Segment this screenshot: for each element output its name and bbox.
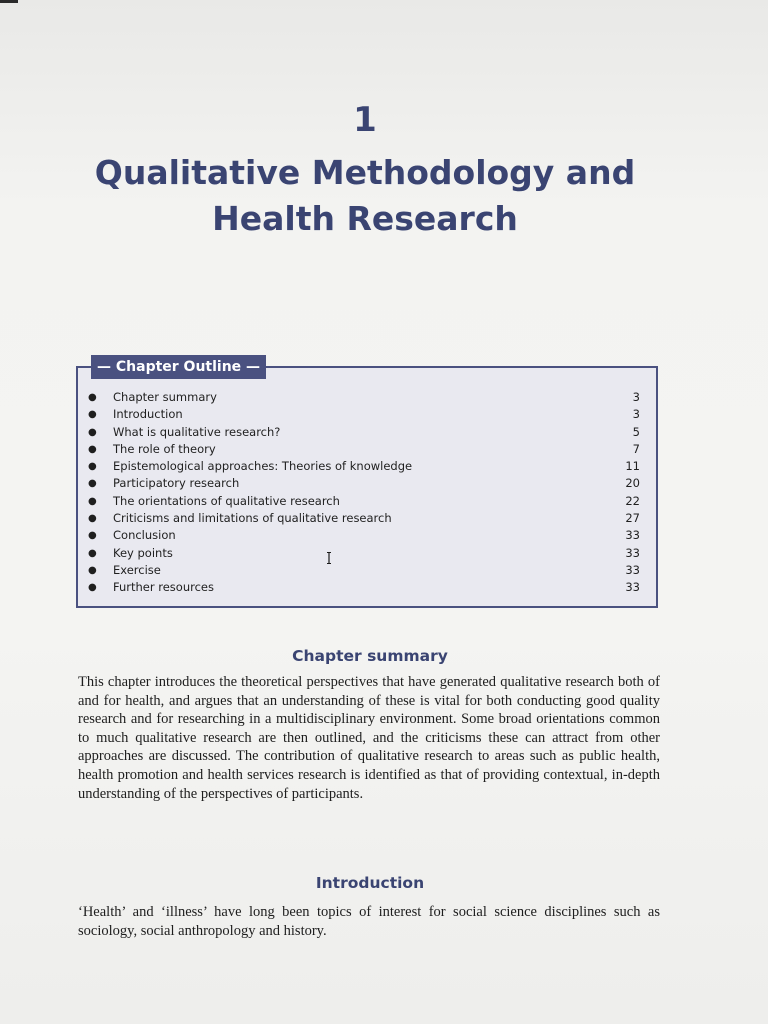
outline-item bbox=[88, 406, 640, 423]
outline-item-page: 3 bbox=[632, 390, 640, 404]
outline-item-page: 3 bbox=[632, 407, 640, 422]
outline-item bbox=[88, 441, 640, 458]
outline-item-label: Chapter summary bbox=[113, 390, 217, 404]
outline-item-label: The orientations of qualitative research bbox=[113, 493, 340, 508]
bullet-icon: ● bbox=[88, 409, 97, 421]
outline-item bbox=[88, 527, 640, 544]
outline-item-page: 22 bbox=[625, 493, 640, 508]
bullet-icon: ● bbox=[88, 461, 97, 473]
bullet-icon: ● bbox=[88, 495, 97, 507]
bullet-icon: ● bbox=[88, 530, 97, 542]
bullet-icon: ● bbox=[88, 513, 97, 525]
outline-item-label: What is qualitative research? bbox=[113, 424, 281, 439]
text-cursor-icon bbox=[326, 552, 332, 564]
outline-item-page: 33 bbox=[625, 528, 640, 543]
outline-item-page: 7 bbox=[632, 441, 640, 456]
outline-item-page: 11 bbox=[625, 459, 640, 474]
outline-item-page: 33 bbox=[625, 562, 640, 577]
outline-item-label: The role of theory bbox=[113, 441, 216, 456]
chapter-title-line-1: Qualitative Methodology and bbox=[94, 153, 636, 192]
outline-item bbox=[88, 493, 640, 510]
outline-item-page: 5 bbox=[632, 424, 640, 439]
outline-item-page: 27 bbox=[625, 511, 640, 526]
chapter-outline-heading: — Chapter Outline — bbox=[91, 355, 266, 379]
introduction-paragraph: ‘Health’ and ‘illness’ have long been topics of interest for social science disciplines such as sociology, social anthropology and history. bbox=[78, 904, 660, 939]
outline-item-label: Introduction bbox=[113, 407, 183, 422]
chapter-title bbox=[30, 150, 700, 242]
outline-item bbox=[88, 562, 640, 579]
outline-item bbox=[88, 579, 640, 596]
bullet-icon: ● bbox=[88, 443, 97, 455]
chapter-outline-list bbox=[88, 389, 640, 597]
outline-item-page: 33 bbox=[625, 545, 640, 560]
outline-item-label: Criticisms and limitations of qualitative research bbox=[113, 511, 392, 526]
chapter-summary-paragraph: This chapter introduces the theoretical perspectives that have generated qualitative research both of and for health, and argues that an understanding of these is vital for both conducting good quality research and for researching in a multidisciplinary environment. Some broad orientations common to much qualitative research are then outlined, and the criticisms these can attract from other approaches are discussed. The contribution of qualitative research to areas such as public health, health promotion and health services research is identified as that of providing contextual, in-depth understanding of the perspectives of participants. bbox=[78, 674, 660, 802]
outline-item bbox=[88, 475, 640, 492]
outline-item-label: Participatory research bbox=[113, 476, 240, 491]
corner-mark bbox=[0, 0, 18, 3]
outline-item bbox=[88, 389, 640, 406]
outline-item-label: Further resources bbox=[113, 580, 214, 595]
chapter-summary-heading: Chapter summary bbox=[292, 647, 448, 665]
outline-item-label: Exercise bbox=[113, 562, 161, 577]
chapter-number: 1 bbox=[353, 100, 377, 140]
bullet-icon: ● bbox=[88, 582, 97, 594]
outline-item bbox=[88, 458, 640, 475]
bullet-icon: ● bbox=[88, 547, 97, 559]
outline-item bbox=[88, 510, 640, 527]
outline-item-page: 33 bbox=[625, 580, 640, 595]
bullet-icon: ● bbox=[88, 426, 97, 438]
introduction-heading: Introduction bbox=[315, 874, 425, 892]
outline-item-label: Key points bbox=[113, 545, 173, 560]
outline-item-label: Conclusion bbox=[113, 528, 176, 543]
outline-item bbox=[88, 545, 640, 562]
bullet-icon: ● bbox=[88, 564, 97, 576]
outline-item bbox=[88, 424, 640, 441]
bullet-icon: ● bbox=[88, 392, 97, 403]
chapter-title-line-2: Health Research bbox=[212, 199, 518, 238]
bullet-icon: ● bbox=[88, 478, 97, 490]
outline-item-label: Epistemological approaches: Theories of knowledge bbox=[113, 459, 413, 474]
outline-item-page: 20 bbox=[625, 476, 640, 491]
